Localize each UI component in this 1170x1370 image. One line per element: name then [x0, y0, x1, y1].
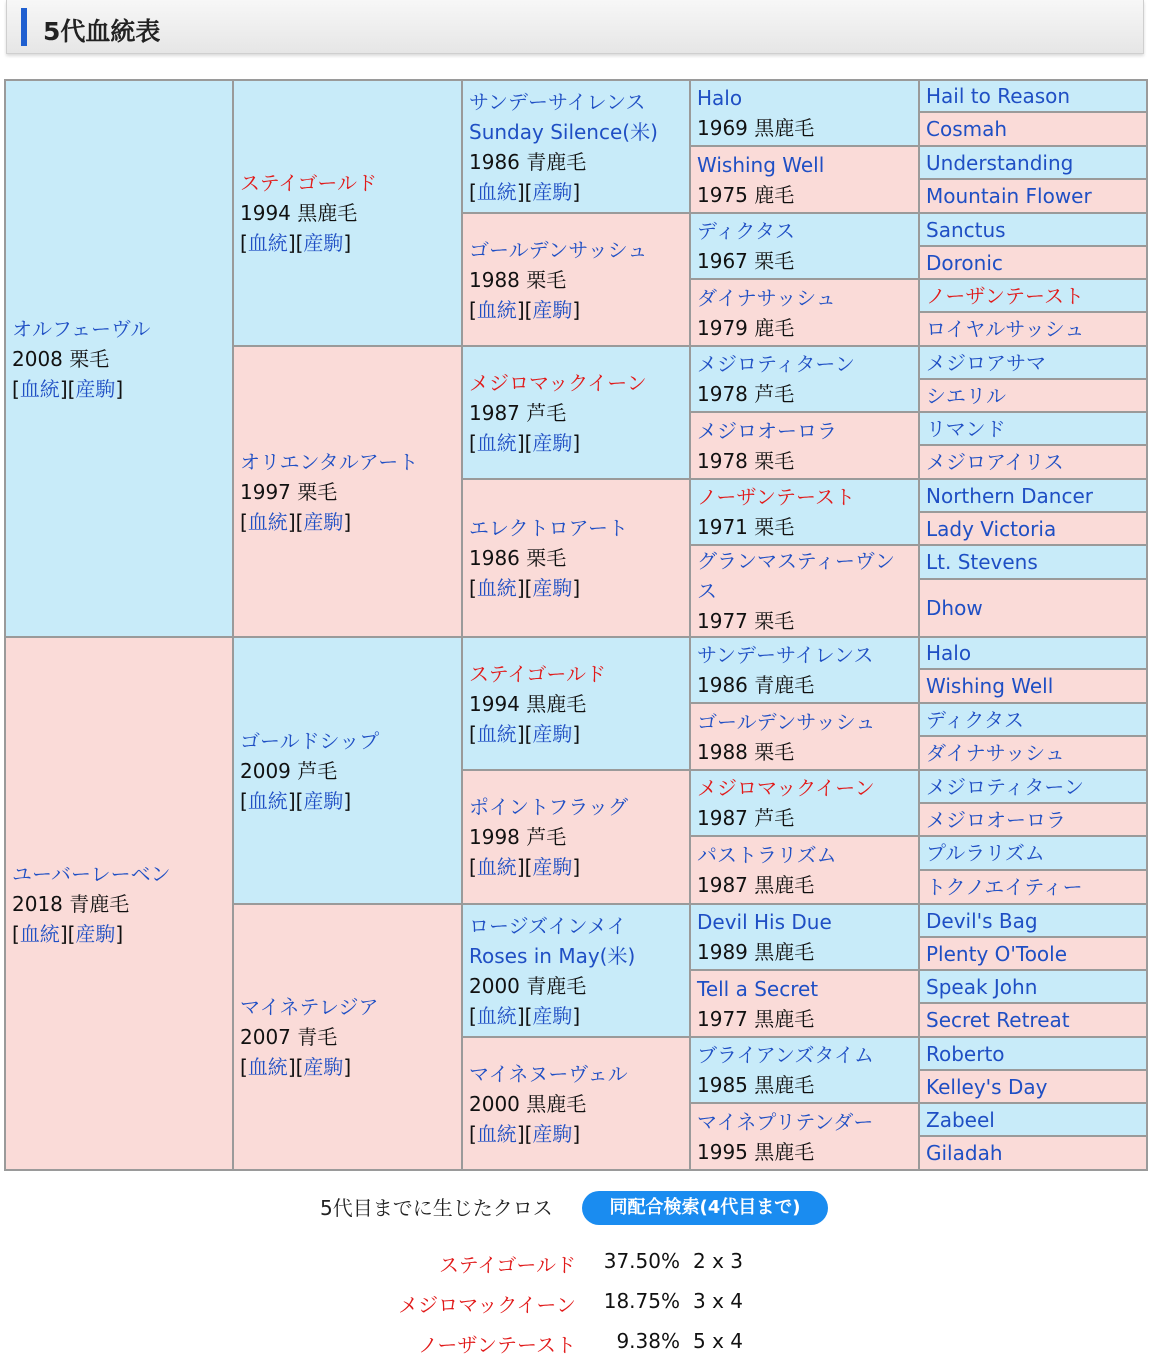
gen5-horse-cell: [919, 770, 1147, 803]
bracket: ][: [287, 1055, 304, 1079]
gen5-horse-cell: [919, 512, 1147, 545]
pedigree-link[interactable]: 血統: [247, 788, 288, 813]
pedigree-link[interactable]: 血統: [476, 855, 517, 879]
gen3-horse-cell: [462, 80, 690, 213]
horse-name-link[interactable]: Hail to Reason: [926, 84, 1071, 108]
bracket: ]: [572, 721, 581, 746]
gen4-horse-cell: [690, 703, 919, 770]
pedigree-links: [240, 786, 455, 816]
bracket: ][: [59, 376, 76, 401]
gen5-horse-cell: [919, 870, 1147, 904]
cross-generations: 2 x 3: [693, 1249, 743, 1273]
gen5-horse-cell: [919, 279, 1147, 312]
pedigree-link[interactable]: 血統: [19, 921, 60, 946]
bracket: ]: [572, 297, 581, 322]
horse-name-link[interactable]: Zabeel: [926, 1107, 995, 1132]
gen5-horse-cell: [919, 1136, 1147, 1170]
bracket: ]: [343, 1055, 352, 1079]
gen4-horse-cell: [690, 146, 919, 213]
birth-year-coat: 1978 栗毛: [697, 448, 795, 473]
horse-name-link[interactable]: Plenty O'Toole: [926, 941, 1068, 966]
horse-name-link[interactable]: Devil His Due: [697, 910, 832, 934]
bracket: ]: [572, 1003, 581, 1028]
gen4-horse-cell: [690, 1103, 919, 1170]
gen4-horse-cell: [690, 80, 919, 146]
horse-name-link[interactable]: Understanding: [926, 150, 1074, 175]
progeny-link[interactable]: 産駒: [532, 430, 573, 455]
horse-name-link[interactable]: ロイヤルサッシュ: [926, 317, 1085, 341]
horse-name-link[interactable]: オルフェーヴル: [12, 316, 151, 341]
gen5-horse-cell: [919, 479, 1147, 512]
horse-name-link[interactable]: Kelley's Day: [926, 1074, 1048, 1099]
gen5-horse-cell: [919, 146, 1147, 179]
progeny-link[interactable]: 産駒: [303, 231, 344, 255]
pedigree-link[interactable]: 血統: [247, 231, 288, 255]
gen5-horse-cell: [919, 904, 1147, 937]
horse-name-link[interactable]: ユーバーレーベン: [12, 861, 171, 886]
bracket: [: [469, 179, 477, 204]
pedigree-link[interactable]: 血統: [476, 297, 517, 322]
birth-year-coat: 2008 栗毛: [12, 346, 110, 371]
pedigree-link[interactable]: 血統: [476, 1121, 517, 1146]
bracket: [: [240, 231, 248, 255]
horse-name-link[interactable]: Giladah: [926, 1141, 1003, 1165]
gen2-horse-cell: [233, 80, 462, 346]
bracket: [: [240, 788, 248, 813]
gen5-horse-cell: [919, 312, 1147, 346]
horse-name-link[interactable]: ノーザンテースト: [697, 485, 855, 509]
bracket: [: [240, 509, 248, 534]
gen3-horse-cell: [462, 346, 690, 479]
gen5-horse-cell: [919, 937, 1147, 970]
horse-name-link[interactable]: リマンド: [926, 416, 1006, 441]
gen5-horse-cell: [919, 246, 1147, 279]
cross-generations: 5 x 4: [693, 1329, 743, 1353]
horse-name-link[interactable]: ゴールドシップ: [240, 728, 380, 753]
pedigree-links: [469, 295, 683, 325]
pedigree-link[interactable]: 血統: [476, 179, 517, 204]
cross-label: 5代目までに生じたクロス: [320, 1196, 553, 1220]
birth-year-coat: 1988 栗毛: [469, 267, 567, 292]
cross-percent: 18.75%: [603, 1289, 680, 1313]
horse-name-link[interactable]: Devil's Bag: [926, 908, 1038, 933]
bracket: ][: [516, 297, 533, 322]
progeny-link[interactable]: 産駒: [532, 179, 573, 204]
bracket: ]: [572, 430, 581, 455]
bracket: ][: [287, 231, 304, 255]
birth-year-coat: 1995 黒鹿毛: [697, 1139, 815, 1164]
gen4-horse-cell: [690, 637, 919, 703]
horse-name-link[interactable]: Speak John: [926, 974, 1038, 999]
horse-name-link[interactable]: マイネヌーヴェル: [469, 1061, 628, 1086]
horse-name-link[interactable]: Doronic: [926, 250, 1003, 275]
cross-percent: 37.50%: [603, 1249, 680, 1273]
birth-year-coat: 2000 青鹿毛: [469, 973, 587, 998]
horse-name-link[interactable]: Cosmah: [926, 117, 1008, 141]
gen4-horse-cell: [690, 904, 919, 970]
birth-year-coat: 2009 芦毛: [240, 758, 338, 783]
gen4-horse-cell: [690, 279, 919, 346]
gen4-horse-cell: [690, 412, 919, 479]
horse-name-link[interactable]: Wishing Well: [697, 152, 825, 177]
pedigree-link[interactable]: 血統: [247, 509, 288, 534]
bracket: ][: [516, 721, 533, 746]
cross-row: [0, 1289, 1170, 1319]
horse-name-link[interactable]: ダイナサッシュ: [697, 285, 836, 310]
progeny-link[interactable]: 産駒: [532, 576, 573, 600]
birth-year-coat: 1971 栗毛: [697, 515, 795, 539]
bracket: ]: [115, 921, 124, 946]
section-title: 5代血統表: [43, 17, 161, 46]
bracket: [: [469, 430, 477, 455]
birth-year-coat: 1988 栗毛: [697, 739, 795, 764]
gen5-horse-cell: [919, 80, 1147, 112]
birth-year-coat: 1969 黒鹿毛: [697, 116, 815, 140]
gen3-horse-cell: [462, 637, 690, 770]
horse-foreign-name-link[interactable]: Roses in May(米): [469, 943, 636, 968]
cross-horse-name[interactable]: メジロマックイーン: [398, 1293, 576, 1317]
cross-row: [0, 1329, 1170, 1359]
bracket: [: [240, 1055, 248, 1079]
progeny-link[interactable]: 産駒: [532, 1121, 573, 1146]
bracket: ]: [572, 855, 581, 879]
birth-year-coat: 1967 栗毛: [697, 249, 795, 273]
horse-name-link[interactable]: メジロティターン: [697, 352, 855, 376]
gen4-horse-cell: [690, 213, 919, 279]
pedigree-link[interactable]: 血統: [476, 1003, 517, 1028]
gen3-horse-cell: [462, 770, 690, 904]
gen4-horse-cell: [690, 770, 919, 836]
gen4-horse-cell: [690, 545, 919, 637]
horse-name-link[interactable]: Wishing Well: [926, 674, 1054, 698]
horse-name-link[interactable]: ポイントフラッグ: [469, 795, 628, 819]
horse-name-link[interactable]: プルラリズム: [926, 841, 1045, 865]
bracket: ][: [516, 855, 533, 879]
pedigree-links: [240, 228, 455, 258]
progeny-link[interactable]: 産駒: [532, 297, 573, 322]
pedigree-links: [240, 1052, 455, 1082]
bracket: [: [469, 1121, 477, 1146]
birth-year-coat: 1994 黒鹿毛: [240, 201, 358, 225]
section-header: [6, 0, 1144, 54]
horse-name-link[interactable]: エレクトロアート: [469, 516, 628, 540]
pedigree-link[interactable]: 血統: [247, 1055, 288, 1079]
pedigree-links: [469, 573, 683, 603]
horse-name-link[interactable]: ディクタス: [697, 219, 795, 243]
bracket: [: [469, 855, 477, 879]
gen4-horse-cell: [690, 836, 919, 904]
birth-year-coat: 1987 黒鹿毛: [697, 873, 815, 897]
horse-name-link[interactable]: ダイナサッシュ: [926, 741, 1065, 765]
cross-percent: 9.38%: [616, 1329, 680, 1353]
bracket: ][: [287, 509, 304, 534]
horse-name-link[interactable]: メジロアサマ: [926, 350, 1046, 375]
horse-name-link[interactable]: マイネテレジア: [240, 995, 379, 1019]
gen5-horse-cell: [919, 179, 1147, 213]
horse-name-link[interactable]: グランマスティーヴンス: [697, 549, 895, 603]
horse-name-link[interactable]: ロージズインメイ: [469, 913, 627, 938]
horse-name-link[interactable]: Roberto: [926, 1041, 1005, 1066]
gen5-horse-cell: [919, 836, 1147, 870]
gen2-horse-cell: [233, 346, 462, 637]
bracket: [: [469, 721, 477, 746]
gen5-horse-cell: [919, 445, 1147, 479]
progeny-link[interactable]: 産駒: [303, 788, 344, 813]
birth-year-coat: 2007 青毛: [240, 1025, 338, 1049]
gen5-horse-cell: [919, 669, 1147, 703]
progeny-link[interactable]: 産駒: [303, 509, 344, 534]
birth-year-coat: 2000 黒鹿毛: [469, 1091, 587, 1116]
horse-name-link[interactable]: Tell a Secret: [697, 976, 819, 1001]
pedigree-link[interactable]: 血統: [476, 576, 517, 600]
progeny-link[interactable]: 産駒: [532, 855, 573, 879]
gen5-horse-cell: [919, 803, 1147, 836]
pedigree-link[interactable]: 血統: [19, 376, 60, 401]
horse-name-link[interactable]: メジロオーロラ: [926, 807, 1066, 832]
pedigree-links: [469, 1119, 683, 1149]
gen2-horse-cell: [233, 637, 462, 904]
bracket: ]: [572, 1121, 581, 1146]
bracket: ][: [287, 788, 304, 813]
birth-year-coat: 1986 青鹿毛: [469, 149, 587, 174]
horse-name-link[interactable]: Secret Retreat: [926, 1008, 1070, 1032]
gen3-horse-cell: [462, 1037, 690, 1170]
bracket: [: [469, 297, 477, 322]
birth-year-coat: 1985 黒鹿毛: [697, 1073, 815, 1097]
horse-name-link[interactable]: Dhow: [926, 595, 983, 620]
gen5-horse-cell: [919, 579, 1147, 637]
horse-name-link[interactable]: メジロティターン: [926, 774, 1084, 799]
cross-horse-name[interactable]: ステイゴールド: [439, 1253, 576, 1277]
bracket: ]: [572, 576, 581, 600]
gen5-horse-cell: [919, 213, 1147, 246]
gen4-horse-cell: [690, 970, 919, 1037]
pedigree-links: [12, 919, 226, 949]
horse-name-link[interactable]: サンデーサイレンス: [469, 89, 646, 114]
gen5-horse-cell: [919, 703, 1147, 736]
gen4-horse-cell: [690, 346, 919, 412]
gen5-horse-cell: [919, 736, 1147, 770]
horse-name-link[interactable]: パストラリズム: [697, 843, 837, 867]
horse-name-link[interactable]: ディクタス: [926, 707, 1024, 732]
pedigree-links: [240, 507, 455, 537]
pedigree-table: [4, 79, 1148, 1171]
horse-name-link[interactable]: Mountain Flower: [926, 184, 1092, 208]
horse-name-link[interactable]: メジロマックイーン: [469, 370, 647, 395]
gen5-horse-cell: [919, 970, 1147, 1003]
progeny-link[interactable]: 産駒: [532, 1003, 573, 1028]
gen5-horse-cell: [919, 112, 1147, 146]
pedigree-links: [469, 852, 683, 882]
cross-horse-name[interactable]: ノーザンテースト: [418, 1333, 576, 1357]
horse-name-link[interactable]: ステイゴールド: [469, 661, 606, 686]
gen4-horse-cell: [690, 479, 919, 545]
gen5-horse-cell: [919, 412, 1147, 445]
pedigree-link[interactable]: 血統: [476, 430, 517, 455]
pedigree-links: [469, 177, 683, 207]
bracket: ]: [343, 509, 352, 534]
bracket: ][: [59, 921, 76, 946]
horse-name-link[interactable]: サンデーサイレンス: [697, 643, 874, 667]
birth-year-coat: 1989 黒鹿毛: [697, 940, 815, 964]
gen5-horse-cell: [919, 1003, 1147, 1037]
birth-year-coat: 1987 芦毛: [697, 806, 795, 830]
horse-name-link[interactable]: メジロアイリス: [926, 450, 1064, 474]
pedigree-links: [469, 1001, 683, 1031]
bracket: ]: [115, 376, 124, 401]
same-mating-search-button[interactable]: 同配合検索(4代目まで): [582, 1191, 828, 1225]
progeny-link[interactable]: 産駒: [303, 1055, 344, 1079]
birth-year-coat: 1987 芦毛: [469, 400, 567, 425]
birth-year-coat: 1994 黒鹿毛: [469, 691, 587, 716]
horse-name-link[interactable]: ゴールデンサッシュ: [697, 709, 876, 734]
horse-name-link[interactable]: メジロマックイーン: [697, 776, 875, 800]
bracket: ][: [516, 179, 533, 204]
horse-name-link[interactable]: メジロオーロラ: [697, 418, 837, 443]
gen3-horse-cell: [462, 213, 690, 346]
horse-name-link[interactable]: トクノエイティー: [926, 875, 1083, 899]
horse-name-link[interactable]: オリエンタルアート: [240, 449, 419, 474]
birth-year-coat: 1978 芦毛: [697, 382, 795, 406]
gen5-horse-cell: [919, 1070, 1147, 1103]
birth-year-coat: 1986 青鹿毛: [697, 673, 815, 697]
bracket: [: [12, 376, 20, 401]
progeny-link[interactable]: 産駒: [75, 921, 116, 946]
birth-year-coat: 1977 黒鹿毛: [697, 1006, 815, 1031]
progeny-link[interactable]: 産駒: [532, 721, 573, 746]
horse-name-link[interactable]: Sanctus: [926, 217, 1006, 242]
bracket: [: [469, 1003, 477, 1028]
horse-name-link[interactable]: Lady Victoria: [926, 516, 1057, 541]
horse-name-link[interactable]: ゴールデンサッシュ: [469, 237, 648, 262]
pedigree-link[interactable]: 血統: [476, 721, 517, 746]
horse-name-link[interactable]: ステイゴールド: [240, 171, 377, 195]
gen1-horse-cell: [5, 637, 233, 1170]
gen2-horse-cell: [233, 904, 462, 1170]
pedigree-links: [469, 719, 683, 749]
cross-row: [0, 1249, 1170, 1279]
gen5-horse-cell: [919, 637, 1147, 669]
birth-year-coat: 1998 芦毛: [469, 825, 567, 849]
progeny-link[interactable]: 産駒: [75, 376, 116, 401]
gen4-horse-cell: [690, 1037, 919, 1103]
horse-name-link[interactable]: Lt. Stevens: [926, 549, 1038, 574]
gen5-horse-cell: [919, 1037, 1147, 1070]
bracket: ]: [343, 231, 352, 255]
gen5-horse-cell: [919, 379, 1147, 412]
gen1-horse-cell: [5, 80, 233, 637]
bracket: [: [12, 921, 20, 946]
bracket: ][: [516, 430, 533, 455]
birth-year-coat: 1997 栗毛: [240, 479, 338, 504]
bracket: [: [469, 576, 477, 600]
bracket: ]: [343, 788, 352, 813]
gen5-horse-cell: [919, 346, 1147, 379]
pedigree-links: [469, 428, 683, 458]
horse-name-link[interactable]: ブライアンズタイム: [697, 1043, 874, 1067]
pedigree-links: [12, 374, 226, 404]
birth-year-coat: 2018 青鹿毛: [12, 891, 130, 916]
horse-name-link[interactable]: Halo: [697, 86, 743, 110]
cross-generations: 3 x 4: [693, 1289, 743, 1313]
header-accent-bar: [21, 8, 27, 46]
birth-year-coat: 1979 鹿毛: [697, 315, 795, 340]
bracket: ][: [516, 1003, 533, 1028]
birth-year-coat: 1977 栗毛: [697, 609, 795, 633]
bracket: ]: [572, 179, 581, 204]
horse-name-link[interactable]: ノーザンテースト: [926, 283, 1084, 308]
horse-name-link[interactable]: マイネプリテンダー: [697, 1109, 874, 1134]
gen5-horse-cell: [919, 1103, 1147, 1136]
horse-name-link[interactable]: Halo: [926, 641, 972, 665]
horse-name-link[interactable]: シエリル: [926, 383, 1006, 408]
gen5-horse-cell: [919, 545, 1147, 579]
gen3-horse-cell: [462, 904, 690, 1037]
birth-year-coat: 1975 鹿毛: [697, 182, 795, 207]
horse-foreign-name-link[interactable]: Sunday Silence(米): [469, 119, 658, 144]
gen3-horse-cell: [462, 479, 690, 637]
horse-name-link[interactable]: Northern Dancer: [926, 483, 1094, 508]
bracket: ][: [516, 1121, 533, 1146]
birth-year-coat: 1986 栗毛: [469, 546, 567, 570]
bracket: ][: [516, 576, 533, 600]
